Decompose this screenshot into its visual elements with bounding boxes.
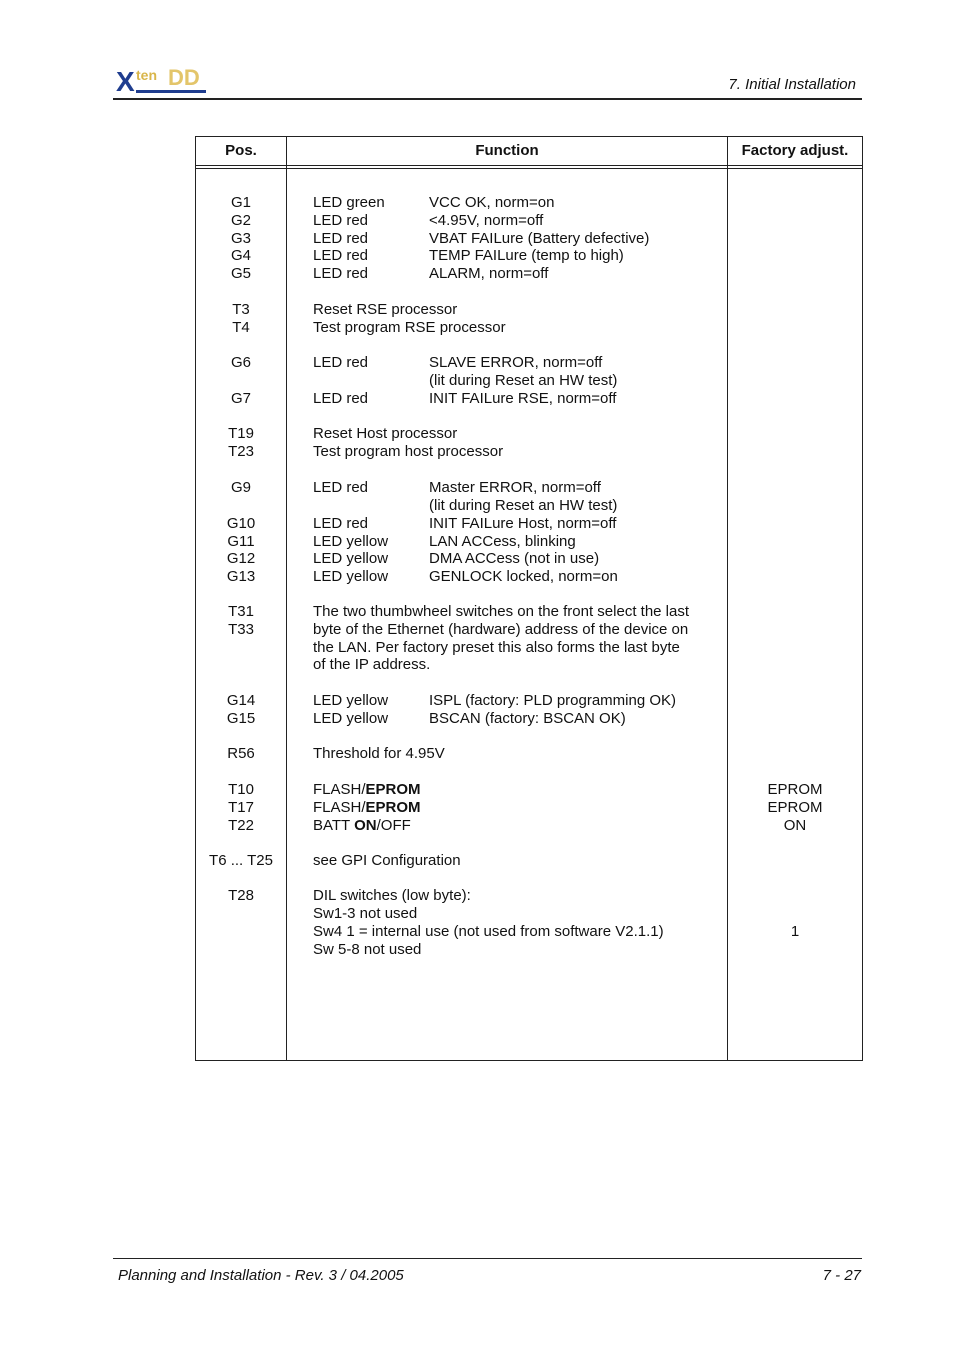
row-function: Test program RSE processor bbox=[313, 319, 506, 336]
table-row bbox=[196, 354, 862, 372]
row-description: ISPL (factory: PLD programming OK) bbox=[429, 692, 677, 709]
row-function: Test program host processor bbox=[313, 443, 504, 460]
row-position: G1 bbox=[230, 194, 251, 211]
row-function: Reset Host processor bbox=[313, 425, 458, 442]
table-row bbox=[196, 497, 862, 515]
svg-text:DD: DD bbox=[168, 65, 200, 90]
row-factory-value: 1 bbox=[790, 923, 800, 940]
col-header-function: Function bbox=[475, 142, 539, 159]
row-description: VBAT FAILure (Battery defective) bbox=[429, 230, 650, 247]
row-factory-value: EPROM bbox=[767, 799, 823, 816]
col-header-factory: Factory adjust. bbox=[741, 142, 849, 159]
row-function: Sw 5-8 not used bbox=[313, 941, 422, 958]
row-description: GENLOCK locked, norm=on bbox=[429, 568, 618, 585]
table-row bbox=[196, 425, 862, 443]
row-function: the LAN. Per factory preset this also forms the last byte bbox=[313, 639, 680, 656]
row-description: ALARM, norm=off bbox=[429, 265, 549, 282]
row-function: LED yellow bbox=[313, 710, 389, 727]
row-position: T17 bbox=[228, 799, 254, 816]
header-divider bbox=[196, 165, 862, 166]
page-number: 7 - 27 bbox=[822, 1267, 861, 1284]
xtendd-logo bbox=[116, 64, 211, 98]
row-position: G2 bbox=[230, 212, 251, 229]
table-row bbox=[196, 265, 862, 283]
row-function: LED red bbox=[313, 479, 369, 496]
table-row bbox=[196, 639, 862, 657]
row-position: T19 bbox=[228, 425, 254, 442]
table-row bbox=[196, 799, 862, 817]
row-description: INIT FAILure RSE, norm=off bbox=[429, 390, 617, 407]
row-factory-value: EPROM bbox=[767, 781, 823, 798]
row-description: TEMP FAILure (temp to high) bbox=[429, 247, 624, 264]
row-function: Sw1-3 not used bbox=[313, 905, 418, 922]
row-function: LED green bbox=[313, 194, 385, 211]
table-row bbox=[196, 923, 862, 941]
row-position: T23 bbox=[228, 443, 254, 460]
table-row bbox=[196, 887, 862, 905]
row-function bbox=[313, 817, 411, 835]
table-row bbox=[196, 515, 862, 533]
row-description: INIT FAILure Host, norm=off bbox=[429, 515, 617, 532]
row-function: LED yellow bbox=[313, 550, 389, 567]
row-function-bold: EPROM bbox=[365, 799, 421, 816]
table-row bbox=[196, 372, 862, 390]
row-position: T33 bbox=[228, 621, 254, 638]
table-row bbox=[196, 301, 862, 319]
row-function-part: FLASH/ bbox=[313, 799, 366, 816]
row-function: byte of the Ethernet (hardware) address of the device on bbox=[313, 621, 689, 638]
chapter-title: 7. Initial Installation bbox=[728, 76, 856, 93]
footer-doc-title: Planning and Installation - Rev. 3 / 04.2005 bbox=[118, 1267, 404, 1284]
row-function: LED red bbox=[313, 354, 369, 371]
settings-table bbox=[195, 136, 863, 1061]
table-row bbox=[196, 852, 862, 870]
svg-text:X: X bbox=[116, 66, 135, 97]
table-row bbox=[196, 692, 862, 710]
table-row bbox=[196, 603, 862, 621]
row-function: LED red bbox=[313, 265, 369, 282]
table-row bbox=[196, 479, 862, 497]
row-function-part: /OFF bbox=[376, 817, 411, 834]
svg-text:ten: ten bbox=[136, 67, 157, 83]
row-description: Master ERROR, norm=off bbox=[429, 479, 601, 496]
row-position: G6 bbox=[230, 354, 251, 371]
row-function-part: FLASH/ bbox=[313, 781, 366, 798]
table-row bbox=[196, 710, 862, 728]
row-position: G12 bbox=[226, 550, 256, 567]
row-function-bold: EPROM bbox=[365, 781, 421, 798]
table-row bbox=[196, 817, 862, 835]
header-rule bbox=[113, 98, 862, 100]
row-function: LED red bbox=[313, 390, 369, 407]
table-row bbox=[196, 319, 862, 337]
row-function: LED yellow bbox=[313, 533, 389, 550]
row-position: T3 bbox=[232, 301, 250, 318]
row-function bbox=[313, 781, 421, 799]
row-position: G4 bbox=[230, 247, 251, 264]
table-row bbox=[196, 194, 862, 212]
row-function: Reset RSE processor bbox=[313, 301, 458, 318]
table-row bbox=[196, 905, 862, 923]
row-factory-value: ON bbox=[783, 817, 807, 834]
table-row bbox=[196, 247, 862, 265]
header-divider bbox=[196, 168, 862, 169]
row-description: LAN ACCess, blinking bbox=[429, 533, 576, 550]
table-row bbox=[196, 550, 862, 568]
row-function: Sw4 1 = internal use (not used from software V2.1.1) bbox=[313, 923, 664, 940]
table-row bbox=[196, 230, 862, 248]
row-description: (lit during Reset an HW test) bbox=[429, 372, 618, 389]
row-position: G7 bbox=[230, 390, 251, 407]
table-row bbox=[196, 745, 862, 763]
row-function: LED red bbox=[313, 212, 369, 229]
row-position: G13 bbox=[226, 568, 256, 585]
table-row bbox=[196, 621, 862, 639]
row-function: DIL switches (low byte): bbox=[313, 887, 471, 904]
row-position: R56 bbox=[227, 745, 255, 762]
row-function: The two thumbwheel switches on the front select the last bbox=[313, 603, 690, 620]
row-position: T22 bbox=[228, 817, 254, 834]
row-position: G14 bbox=[226, 692, 256, 709]
row-position: T10 bbox=[228, 781, 254, 798]
row-description: (lit during Reset an HW test) bbox=[429, 497, 618, 514]
row-function bbox=[313, 799, 421, 817]
row-position: G15 bbox=[226, 710, 256, 727]
table-row bbox=[196, 212, 862, 230]
row-function: LED red bbox=[313, 230, 369, 247]
row-position: T31 bbox=[228, 603, 254, 620]
row-function: Threshold for 4.95V bbox=[313, 745, 445, 762]
row-function-part: BATT bbox=[313, 817, 355, 834]
row-position: G11 bbox=[227, 533, 255, 550]
table-row bbox=[196, 390, 862, 408]
row-position: T28 bbox=[228, 887, 254, 904]
table-row bbox=[196, 781, 862, 799]
table-row bbox=[196, 568, 862, 586]
table-row bbox=[196, 941, 862, 959]
row-description: DMA ACCess (not in use) bbox=[429, 550, 600, 567]
row-function-bold: ON bbox=[354, 817, 377, 834]
row-position: G5 bbox=[230, 265, 251, 282]
col-header-pos: Pos. bbox=[225, 142, 257, 159]
row-function: of the IP address. bbox=[313, 656, 431, 673]
row-description: SLAVE ERROR, norm=off bbox=[429, 354, 603, 371]
row-description: BSCAN (factory: BSCAN OK) bbox=[429, 710, 626, 727]
table-row bbox=[196, 656, 862, 674]
row-function: LED yellow bbox=[313, 692, 389, 709]
row-function: see GPI Configuration bbox=[313, 852, 461, 869]
table-row bbox=[196, 443, 862, 461]
row-position: G9 bbox=[230, 479, 251, 496]
table-row bbox=[196, 533, 862, 551]
row-description: <4.95V, norm=off bbox=[429, 212, 544, 229]
row-position: G3 bbox=[230, 230, 251, 247]
row-function: LED red bbox=[313, 247, 369, 264]
row-description: VCC OK, norm=on bbox=[429, 194, 555, 211]
row-function: LED yellow bbox=[313, 568, 389, 585]
row-position: T6 ... T25 bbox=[209, 852, 273, 869]
row-function: LED red bbox=[313, 515, 369, 532]
footer-rule bbox=[113, 1258, 862, 1259]
row-position: G10 bbox=[226, 515, 256, 532]
row-position: T4 bbox=[232, 319, 250, 336]
